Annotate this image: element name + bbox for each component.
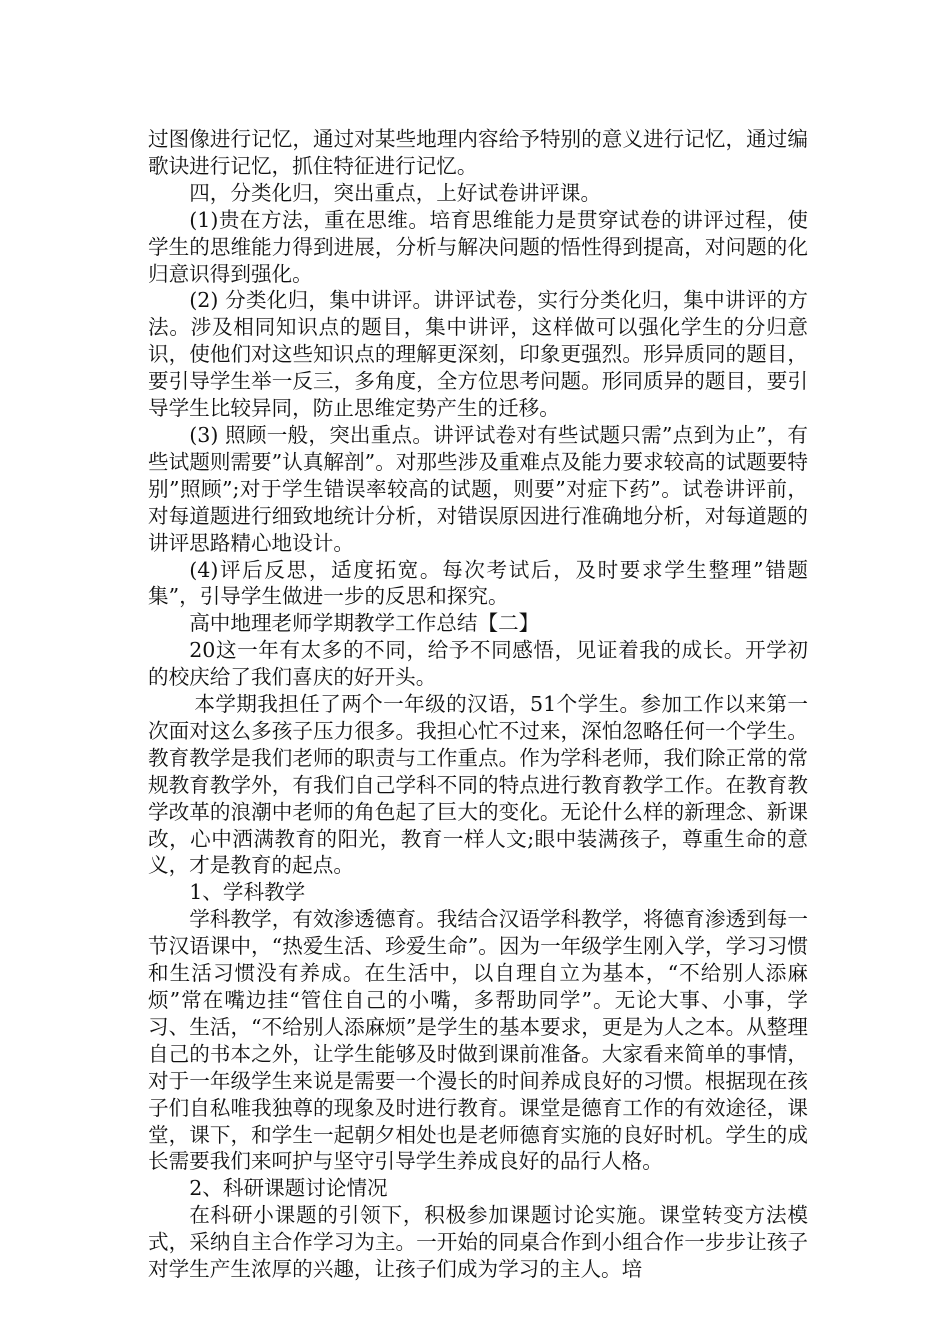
paragraph-7: 20这一年有太多的不同，给予不同感悟，见证着我的成长。开学初的校庆给了我们喜庆的好开头。	[148, 638, 808, 690]
subheading-1: 1、学科教学	[189, 880, 306, 905]
paragraph-9: 学科教学，有效渗透德育。我结合汉语学科教学，将德育渗透到每一节汉语课中，“热爱生活、珍爱生命”。因为一年级学生刚入学，学习习惯和生活习惯没有养成。在生活中，以自理自立为基本，“不给别人添麻烦”常在嘴边挂“管住自己的小嘴，多帮助同学”。无论大事、小事，学习、生活，“不给别人添麻烦”是学生的基本要求，更是为人之本。从整理自己的书本之外，让学生能够及时做到课前准备。大家看来简单的事情，对于一年级学生来说是需要一个漫长的时间养成良好的习惯。根据现在孩子们自私唯我独尊的现象及时进行教育。课堂是德育工作的有效途径，课堂，课下，和学生一起朝夕相处也是老师德育实施的良好时机。学生的成长需要我们来呵护与坚守引导学生养成良好的品行人格。	[148, 907, 808, 1174]
paragraph-1: 过图像进行记忆，通过对某些地理内容给予特别的意义进行记忆，通过编歌诀进行记忆，抓住特征进行记忆。	[148, 127, 808, 178]
subheading-2: 2、科研课题讨论情况	[189, 1176, 388, 1201]
document-body	[148, 126, 808, 1283]
paragraph-2: 四，分类化归，突出重点，上好试卷讲评课。	[189, 180, 602, 205]
paragraph-5: (3) 照顾一般，突出重点。讲评试卷对有些试题只需”点到为止”，有些试题则需要”认真解剖”。对那些涉及重难点及能力要求较高的试题要特别”照顾”;对于学生错误率较高的试题，则要”对症下药”。试卷讲评前，对每道题进行细致地统计分析，对错误原因进行准确地分析，对每道题的讲评思路精心地设计。	[148, 422, 808, 555]
paragraph-10: 在科研小课题的引领下，积极参加课题讨论实施。课堂转变方法模式，采纳自主合作学习为主。一开始的同桌合作到小组合作一步步让孩子对学生产生浓厚的兴趣，让孩子们成为学习的主人。培	[148, 1203, 808, 1282]
paragraph-4: (2) 分类化归，集中讲评。讲评试卷，实行分类化归，集中讲评的方法。涉及相同知识点的题目，集中讲评，这样做可以强化学生的分归意识，使他们对这些知识点的理解更深刻，印象更强烈。形异质同的题目，要引导学生举一反三，多角度，全方位思考问题。形同质异的题目，要引导学生比较异同，防止思维定势产生的迁移。	[148, 288, 808, 421]
paragraph-8: 本学期我担任了两个一年级的汉语，51个学生。参加工作以来第一次面对这么多孩子压力很多。我担心忙不过来，深怕忽略任何一个学生。教育教学是我们老师的职责与工作重点。作为学科老师，我们除正常的常规教育教学外，有我们自己学科不同的特点进行教育教学工作。在教育教学改革的浪潮中老师的角色起了巨大的变化。无论什么样的新理念、新课改，心中洒满教育的阳光，教育一样人文;眼中装满孩子，尊重生命的意义，才是教育的起点。	[148, 692, 808, 878]
paragraph-3: (1)贵在方法，重在思维。培育思维能力是贯穿试卷的讲评过程，使学生的思维能力得到进展，分析与解决问题的悟性得到提高，对问题的化归意识得到强化。	[148, 207, 808, 286]
section-title: 高中地理老师学期教学工作总结【二】	[189, 611, 540, 636]
paragraph-6: (4)评后反思，适度拓宽。每次考试后，及时要求学生整理”错题集”，引导学生做进一步的反思和探究。	[148, 557, 808, 609]
